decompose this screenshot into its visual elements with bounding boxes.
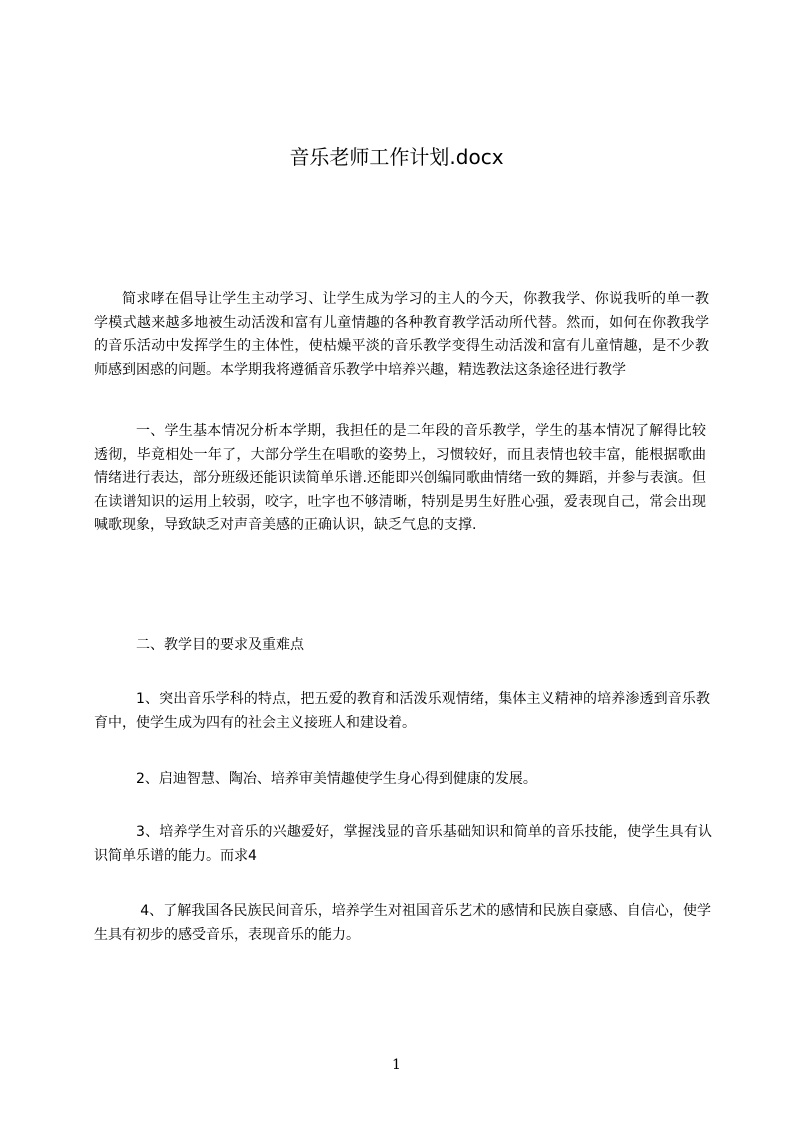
goal-item-3: 3、培养学生对音乐的兴趣爱好，掌握浅显的音乐基础知识和简单的音乐技能，使学生具有认识简单乐谱的能力。而求4 (94, 824, 712, 864)
goal-item-1: 1、突出音乐学科的特点，把五爱的教育和活泼乐观情绪，集体主义精神的培养渗透到音乐教育中，使学生成为四有的社会主义接班人和建设着。 (94, 691, 710, 731)
goal-item-4: 4、了解我国各民族民间音乐，培养学生对祖国音乐艺术的感情和民族自豪感、自信心，使学生具有初步的感受音乐，表现音乐的能力。 (94, 903, 711, 943)
document-title: 音乐老师工作计划.docx (289, 145, 504, 169)
intro-paragraph: 简求哮在倡导让学生主动学习、让学生成为学习的主人的今天，你教我学、你说我听的单一教学模式越来越多地被生动活泼和富有儿童情趣的各种教育教学活动所代替。然而，如何在你教我学的音乐活动中发挥学生的主体性，使枯燥平淡的音乐教学变得生动活泼和富有儿童情趣，是不少教师感到困惑的问题。本学期我将遵循音乐教学中培养兴趣，精选教法这条途径进行教学 (94, 291, 709, 378)
goal-item-2: 2、启迪智慧、陶冶、培养审美情趣使学生身心得到健康的发展。 (136, 771, 537, 787)
section-heading-goals: 二、教学目的要求及重难点 (136, 637, 304, 653)
student-situation-paragraph: 一、学生基本情况分析本学期，我担任的是二年段的音乐教学，学生的基本情况了解得比较透彻，毕竟相处一年了，大部分学生在唱歌的姿势上，习惯较好，而且表情也较丰富，能根据歌曲情绪进行表达，部分班级还能识读简单乐谱.还能即兴创编同歌曲情绪一致的舞蹈，并参与表演。但在读谱知识的运用上较弱，咬字，吐字也不够清晰，特别是男生好胜心强，爱表现自己，常会出现喊歌现象，导致缺乏对声音美感的正确认识，缺乏气息的支撑. (94, 423, 706, 533)
page-number: 1 (392, 1057, 401, 1073)
